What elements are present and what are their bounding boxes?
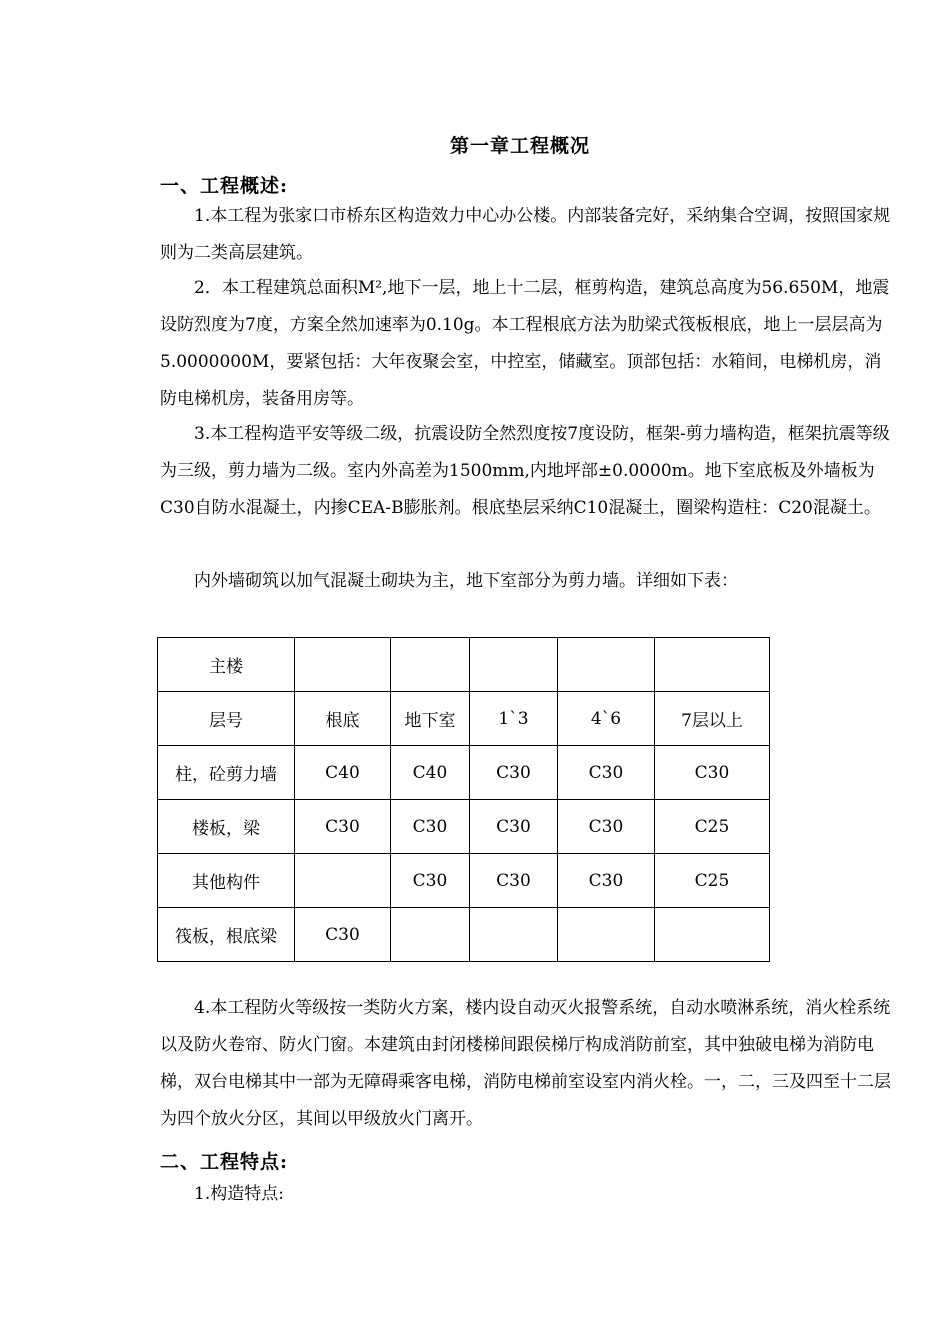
paragraph-2: 2．本工程建筑总面积M²,地下一层，地上十二层，框剪构造，建筑总高度为56.650M，地震设防烈度为7度，方案全然加速率为0.10g。本工程根底方法为肋梁式筏板根底，地上一层层高为5.0000000M，要紧包括：大年夜聚会室，中控室，储藏室。顶部包括：水箱间，电梯机房，消防电梯机房，装备用房等。	[160, 278, 890, 409]
table-cell: C30	[391, 854, 470, 908]
table-cell	[558, 638, 655, 692]
table-cell: 地下室	[391, 692, 470, 746]
table-cell: 根底	[295, 692, 391, 746]
table-cell: C25	[655, 800, 770, 854]
table-row	[158, 908, 770, 962]
table-cell: C40	[295, 746, 391, 800]
table-cell	[558, 908, 655, 962]
table-cell: 柱，砼剪力墙	[158, 746, 295, 800]
table-cell: C30	[295, 908, 391, 962]
table-row	[158, 746, 770, 800]
paragraph-1: 1.本工程为张家口市桥东区构造效力中心办公楼。内部装备完好，采纳集合空调，按照国家规则为二类高层建筑。	[160, 206, 891, 263]
table-cell	[470, 908, 558, 962]
table-cell: 主楼	[158, 638, 295, 692]
table-cell: 1`3	[470, 692, 558, 746]
table-cell	[470, 638, 558, 692]
table-cell: C30	[470, 854, 558, 908]
table-cell: C30	[391, 800, 470, 854]
concrete-grade-table	[157, 637, 770, 962]
table-cell: 层号	[158, 692, 295, 746]
table-cell: C30	[295, 800, 391, 854]
table-cell: C30	[470, 746, 558, 800]
table-cell: C40	[391, 746, 470, 800]
section-heading-overview: 一、工程概述:	[160, 175, 289, 197]
table-cell: 楼板，梁	[158, 800, 295, 854]
feature-item-1: 1.构造特点:	[194, 1184, 284, 1204]
table-cell: C25	[655, 854, 770, 908]
table-cell	[655, 638, 770, 692]
chapter-title: 第一章工程概况	[449, 135, 590, 157]
table-cell: 筏板，根底梁	[158, 908, 295, 962]
table-cell	[295, 638, 391, 692]
table-cell	[295, 854, 391, 908]
table-cell: 7层以上	[655, 692, 770, 746]
table-cell: 4`6	[558, 692, 655, 746]
table-cell: C30	[470, 800, 558, 854]
table-row	[158, 854, 770, 908]
paragraph-3: 3.本工程构造平安等级二级，抗震设防全然烈度按7度设防，框架-剪力墙构造，框架抗震等级为三级，剪力墙为二级。室内外高差为1500mm,内地坪部±0.0000m。地下室底板及外墙板为C30自防水混凝土，内掺CEA-B膨胀剂。根底垫层采纳C10混凝土，圈梁构造柱：C20混凝土。	[160, 424, 890, 518]
paragraph-4: 4.本工程防火等级按一类防火方案，楼内设自动灭火报警系统，自动水喷淋系统，消火栓系统以及防火卷帘、防火门窗。本建筑由封闭楼梯间跟侯梯厅构成消防前室，其中独破电梯为消防电梯，双台电梯其中一部为无障碍乘客电梯，消防电梯前室设室内消火栓。一，二，三及四至十二层为四个放火分区，其间以甲级放火门离开。	[160, 998, 891, 1129]
table-cell: 其他构件	[158, 854, 295, 908]
table-cell	[391, 638, 470, 692]
table-cell	[391, 908, 470, 962]
table-row	[158, 638, 770, 692]
table-cell: C30	[558, 854, 655, 908]
table-cell: C30	[655, 746, 770, 800]
table-row	[158, 692, 770, 746]
section-heading-features: 二、工程特点:	[160, 1151, 289, 1173]
table-cell: C30	[558, 746, 655, 800]
paragraph-table-intro: 内外墙砌筑以加气混凝土砌块为主，地下室部分为剪力墙。详细如下表：	[194, 571, 738, 591]
table-cell	[655, 908, 770, 962]
table-row	[158, 800, 770, 854]
table-cell: C30	[558, 800, 655, 854]
